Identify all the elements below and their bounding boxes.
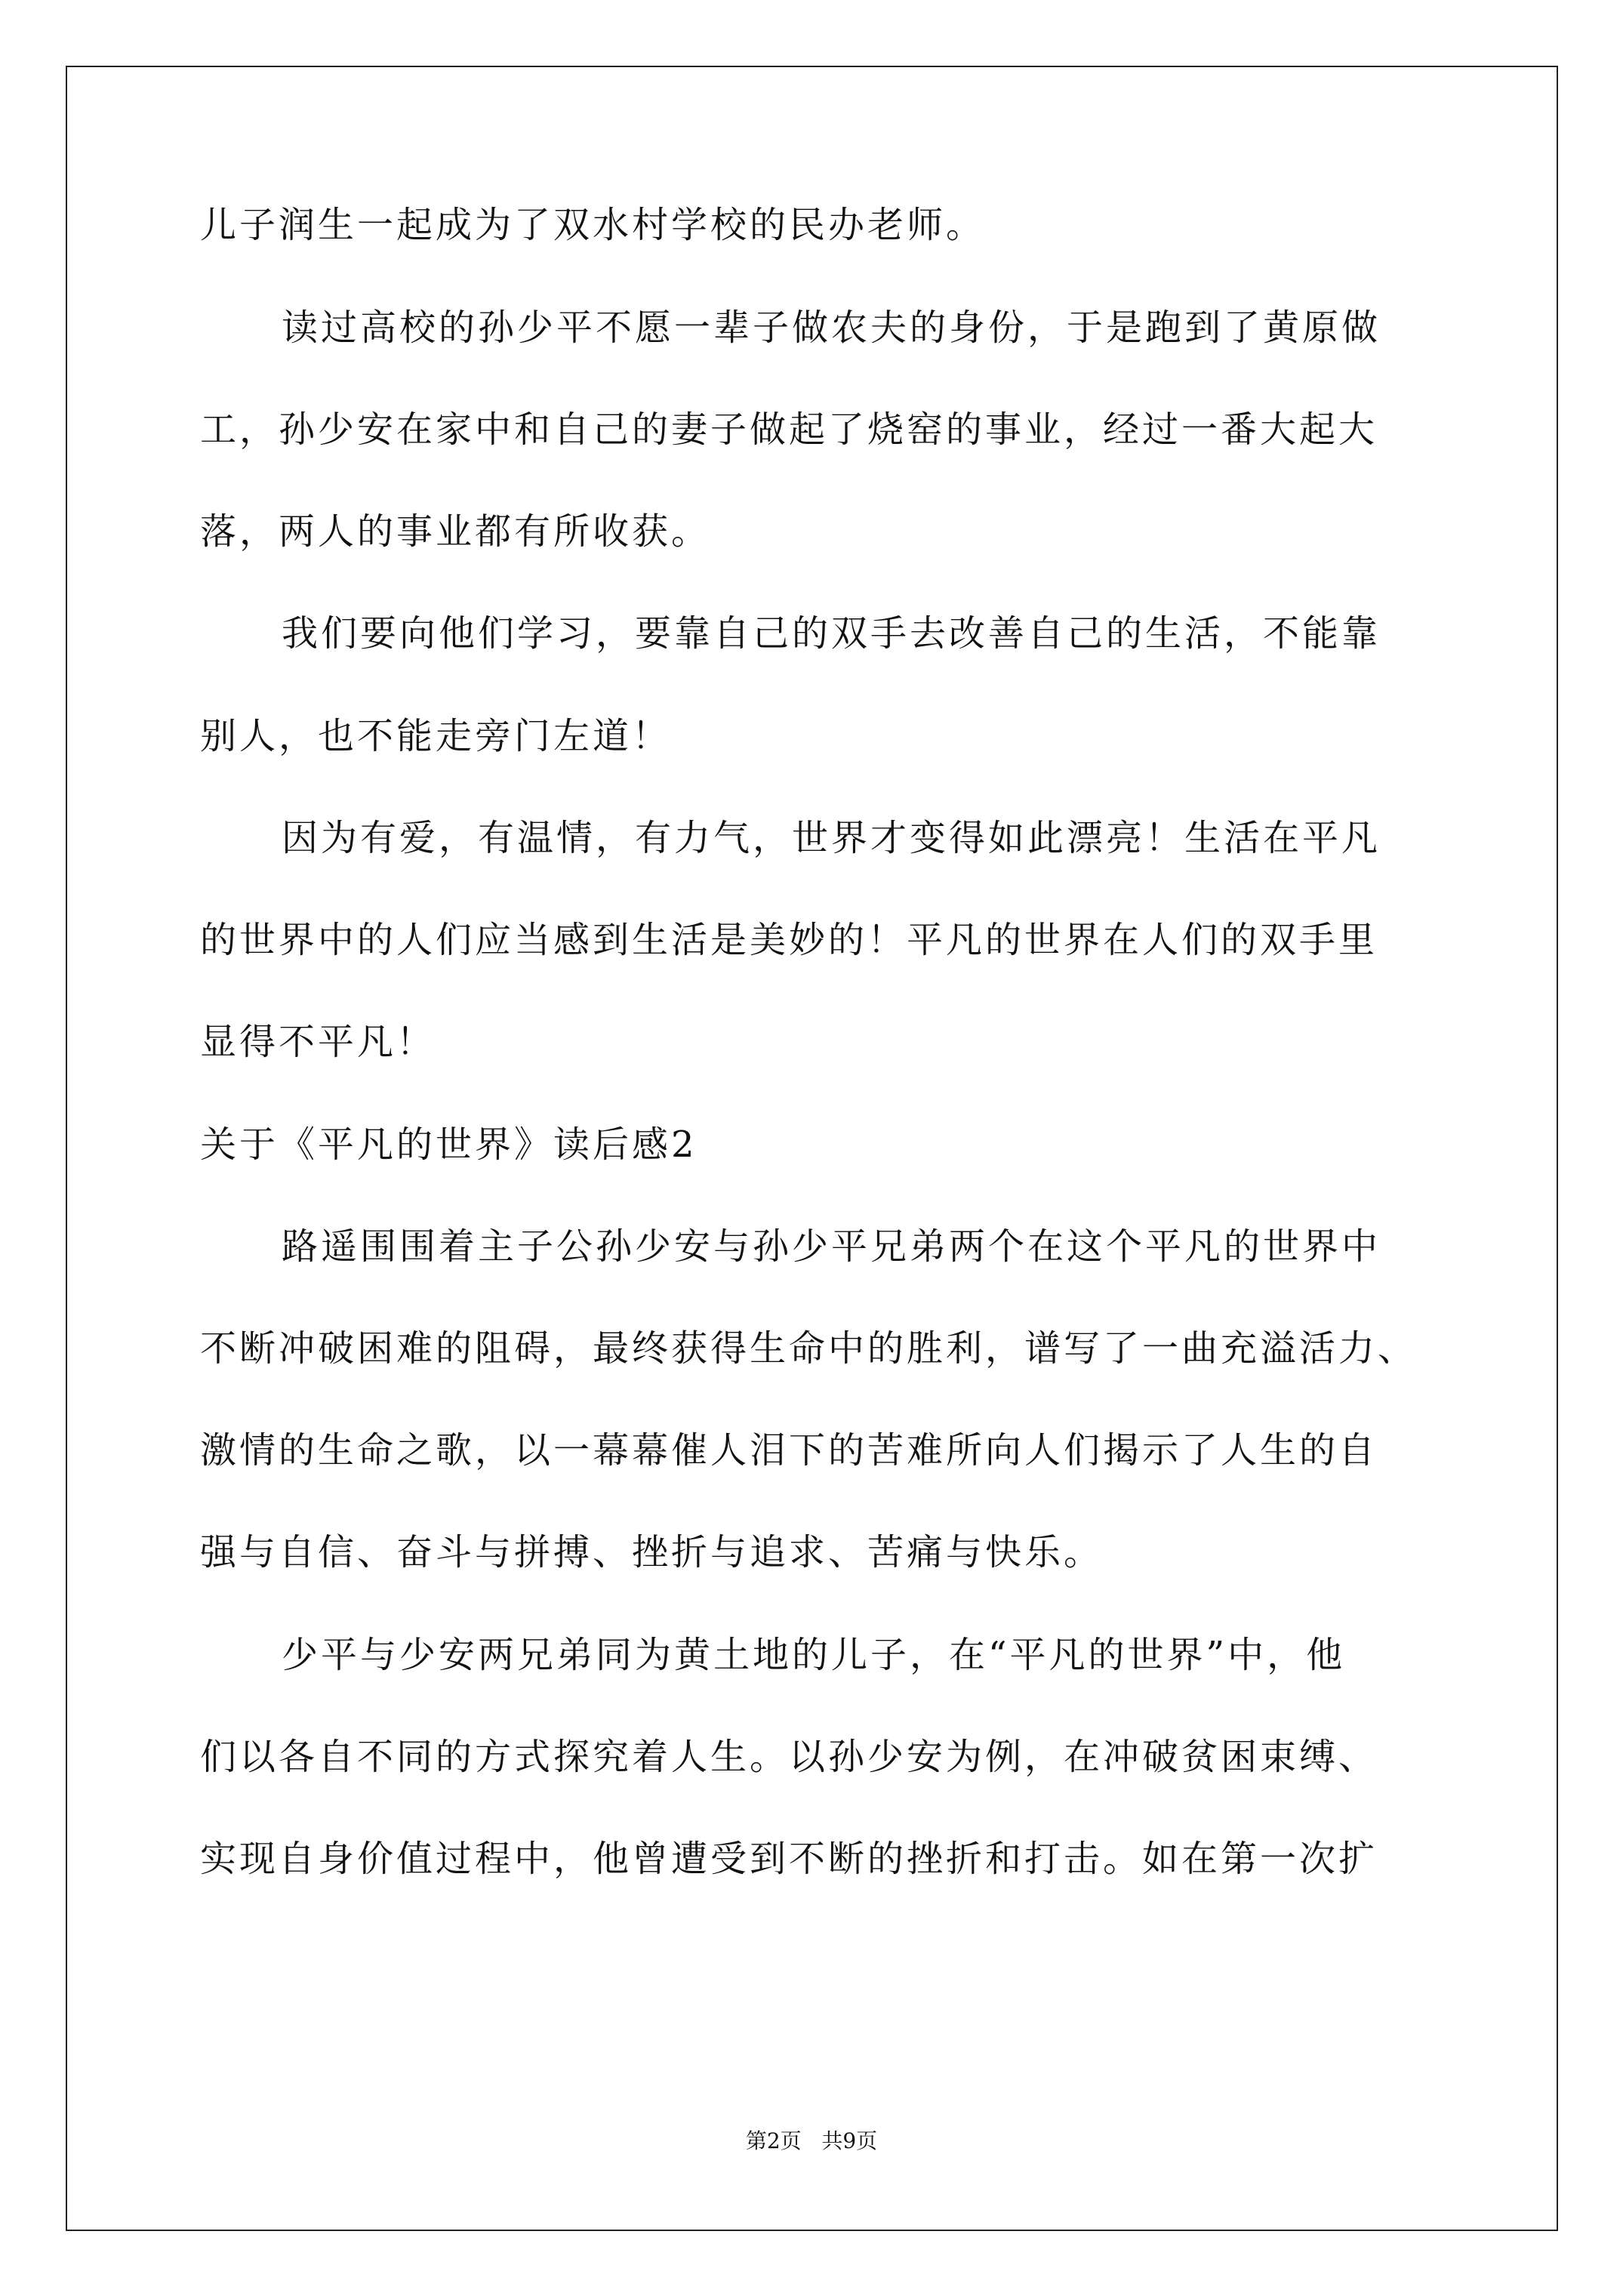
text-line: 工，孙少安在家中和自己的妻子做起了烧窑的事业，经过一番大起大 — [200, 408, 1378, 451]
text-line: 显得不平凡！ — [200, 1021, 436, 1063]
text-line: 们以各自不同的方式探究着人生。以孙少安为例，在冲破贫困束缚、 — [200, 1736, 1378, 1778]
text-line: 儿子润生一起成为了双水村学校的民办老师。 — [200, 204, 986, 246]
paragraph-start-line: 因为有爱，有温情，有力气，世界才变得如此漂亮！生活在平凡 — [282, 817, 1381, 859]
text-line: 别人，也不能走旁门左道！ — [200, 715, 672, 757]
text-line: 强与自信、奋斗与拼搏、挫折与追求、苦痛与快乐。 — [200, 1531, 1104, 1573]
paragraph-start-line: 读过高校的孙少平不愿一辈子做农夫的身份，于是跑到了黄原做 — [282, 307, 1381, 349]
text-line: 不断冲破困难的阻碍，最终获得生命中的胜利，谱写了一曲充溢活力、 — [200, 1327, 1418, 1370]
page-number-footer: 第2页 共9页 — [745, 2128, 878, 2153]
text-line: 实现自身价值过程中，他曾遭受到不断的挫折和打击。如在第一次扩 — [200, 1838, 1378, 1880]
paragraph-start-line: 我们要向他们学习，要靠自己的双手去改善自己的生活，不能靠 — [282, 612, 1381, 655]
paragraph-start-line: 少平与少安两兄弟同为黄土地的儿子，在“平凡的世界”中，他 — [282, 1634, 1346, 1676]
paragraph-start-line: 路遥围围着主子公孙少安与孙少平兄弟两个在这个平凡的世界中 — [282, 1225, 1381, 1268]
text-line: 激情的生命之歌，以一幕幕催人泪下的苦难所向人们揭示了人生的自 — [200, 1429, 1378, 1472]
text-line: 的世界中的人们应当感到生活是美妙的！平凡的世界在人们的双手里 — [200, 919, 1378, 961]
text-line: 落，两人的事业都有所收获。 — [200, 510, 711, 553]
section-heading: 关于《平凡的世界》读后感2 — [200, 1123, 698, 1166]
